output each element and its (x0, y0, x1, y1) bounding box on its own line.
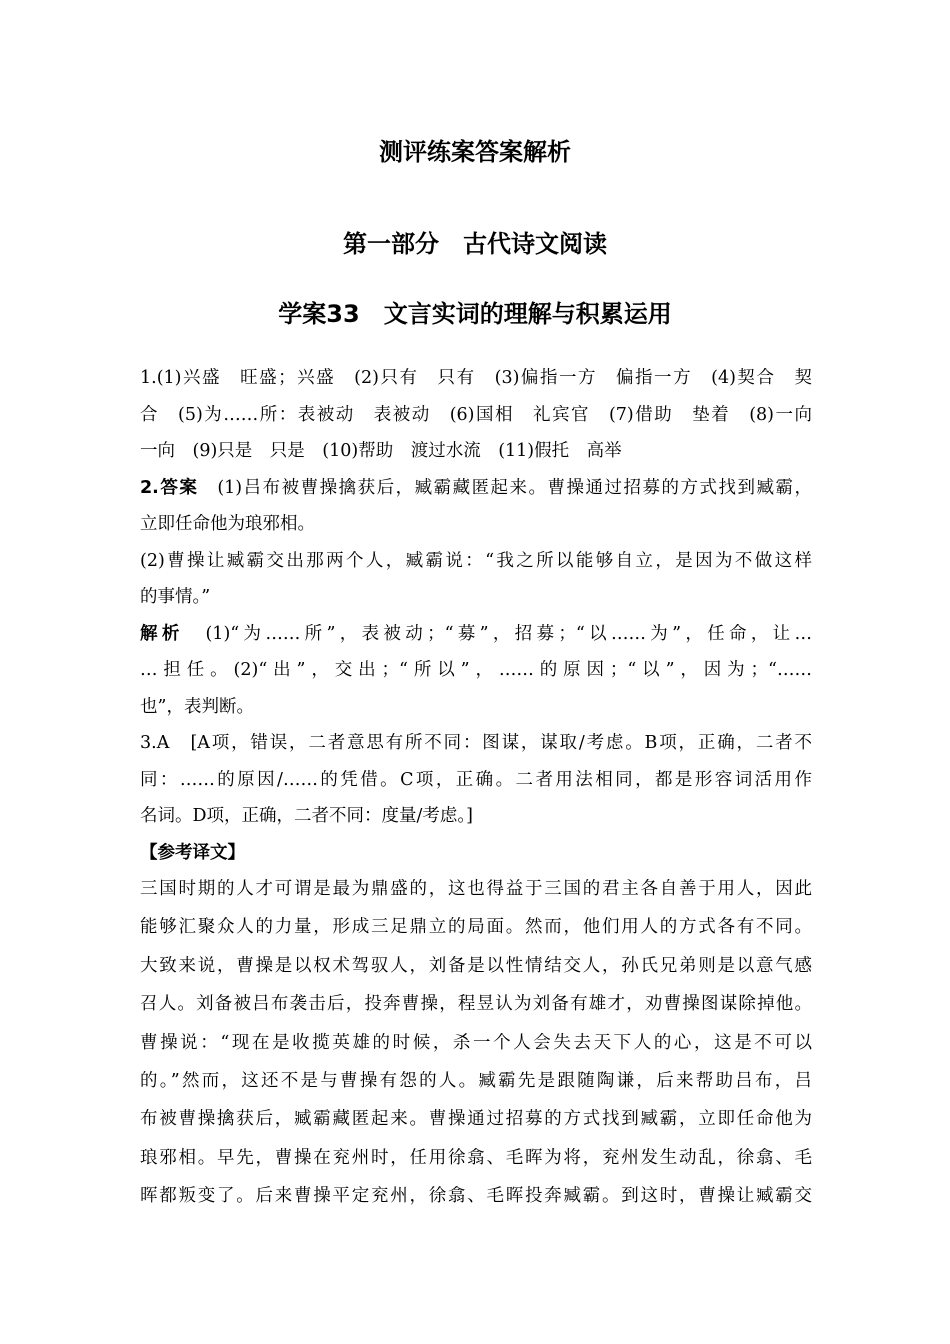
analysis-line: 也”，表判断。 (140, 696, 254, 717)
q2-answer-line: 立即任命他为琅邪相。 (140, 514, 315, 534)
q2-answer-label: 2.答案 (140, 477, 199, 498)
translation-section (140, 870, 812, 1216)
part-title: 第一部分 古代诗文阅读 (343, 230, 607, 258)
translation-line: 曹操说：“现在是收揽英雄的时候，杀一个人会失去天下人的心，这是不可以 (140, 1032, 812, 1053)
translation-line: 琅邪相。早先，曹操在兖州时，任用徐翕、毛晖为将，兖州发生动乱，徐翕、毛 (140, 1147, 812, 1168)
q2-answer-line: (2)曹操让臧霸交出那两个人，臧霸说：“我之所以能够自立，是因为不做这样 (140, 550, 812, 571)
translation-line: 晖都叛变了。后来曹操平定兖州，徐翕、毛晖投奔臧霸。到这时，曹操让臧霸交 (140, 1186, 812, 1207)
q2-answer-line: 的事情。” (140, 587, 211, 607)
q1-line: 1.(1)兴盛 旺盛；兴盛 (2)只有 只有 (3)偏指一方 偏指一方 (4)契合 契 (140, 368, 812, 388)
translation-line: 能够汇聚众人的力量，形成三足鼎立的局面。然而，他们用人的方式各有不同。 (140, 917, 812, 938)
q3-line: 3.A [A项，错误，二者意思有所不同：图谋，谋取/考虑。B项，正确，二者不 (140, 733, 812, 753)
analysis-text: (1)“为……所”，表被动；“募”，招募；“以……为”，任命，让… (183, 623, 812, 644)
lesson-title: 学案33 文言实词的理解与积累运用 (278, 300, 672, 328)
q1-line: 合 (5)为……所：表被动 表被动 (6)国相 礼宾官 (7)借助 垫着 (8)一向 (140, 404, 812, 425)
translation-line: 的。”然而，这还不是与曹操有怨的人。臧霸先是跟随陶谦，后来帮助吕布，吕 (140, 1070, 812, 1091)
q1-line: 一向 (9)只是 只是 (10)帮助 渡过水流 (11)假托 高举 (140, 441, 622, 461)
translation-heading: 【参考译文】 (140, 842, 245, 863)
q2-answer-line (140, 470, 812, 507)
analysis-label: 解析 (140, 623, 184, 644)
translation-line: 三国时期的人才可谓是最为鼎盛的，这也得益于三国的君主各自善于用人，因此 (140, 879, 812, 899)
translation-line: 布被曹操擒获后，臧霸藏匿起来。曹操通过招募的方式找到臧霸，立即任命他为 (140, 1109, 812, 1130)
q2-answer-text: (1)吕布被曹操擒获后，臧霸藏匿起来。曹操通过招募的方式找到臧霸， (198, 477, 812, 498)
q3-line: 名词。D项，正确，二者不同：度量/考虑。] (140, 806, 474, 826)
document-title: 测评练案答案解析 (379, 138, 571, 166)
q3-line: 同：……的原因/……的凭借。C项，正确。二者用法相同，都是形容词活用作 (140, 769, 812, 790)
translation-line: 召人。刘备被吕布袭击后，投奔曹操，程昱认为刘备有雄才，劝曹操图谋除掉他。 (140, 994, 812, 1015)
analysis-line: …担任。(2)“出”，交出；“所以”，……的原因；“以”，因为；“…… (140, 660, 812, 680)
translation-line: 大致来说，曹操是以权术驾驭人，刘备是以性情结交人，孙氏兄弟则是以意气感 (140, 955, 812, 976)
answers-section (140, 360, 812, 871)
analysis-line (140, 616, 812, 653)
